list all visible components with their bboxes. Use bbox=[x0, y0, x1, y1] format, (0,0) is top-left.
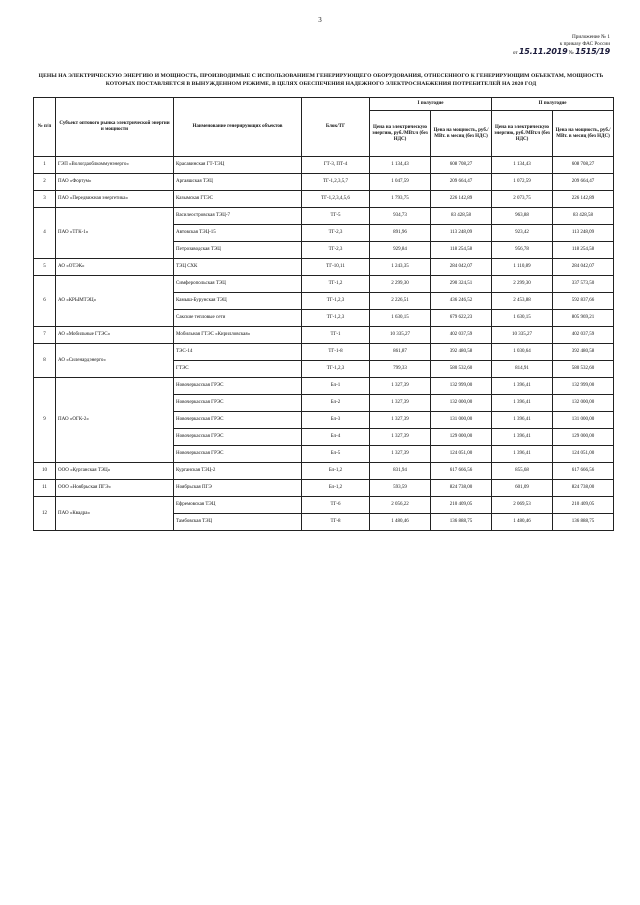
row-number: 9 bbox=[34, 378, 56, 463]
generating-object: ТЭЦ СХК bbox=[174, 259, 302, 276]
energy-price-h2: 956,78 bbox=[492, 242, 553, 259]
unit-tg: ТГ-1,2,3 bbox=[302, 361, 370, 378]
unit-tg: ТГ-1,2,3 bbox=[302, 310, 370, 327]
row-number: 10 bbox=[34, 463, 56, 480]
unit-tg: Бл-1 bbox=[302, 378, 370, 395]
unit-tg: ТГ-2,3 bbox=[302, 225, 370, 242]
energy-price-h2: 1 480,46 bbox=[492, 514, 553, 531]
power-price-h2: 209 664,47 bbox=[553, 174, 614, 191]
unit-tg: ТГ-1,2 bbox=[302, 276, 370, 293]
power-price-h2: 824 738,00 bbox=[553, 480, 614, 497]
row-number: 6 bbox=[34, 276, 56, 327]
energy-price-h1: 1 327,39 bbox=[370, 412, 431, 429]
unit-tg: ТГ-6 bbox=[302, 497, 370, 514]
energy-price-h1: 1 480,46 bbox=[370, 514, 431, 531]
energy-price-h1: 1 630,15 bbox=[370, 310, 431, 327]
energy-price-h1: 2 299,30 bbox=[370, 276, 431, 293]
energy-price-h1: 1 134,43 bbox=[370, 157, 431, 174]
table-row bbox=[34, 174, 614, 191]
power-price-h1: 136 888,75 bbox=[431, 514, 492, 531]
row-number: 7 bbox=[34, 327, 56, 344]
unit-tg: Бл-5 bbox=[302, 446, 370, 463]
energy-price-h1: 929,84 bbox=[370, 242, 431, 259]
energy-price-h1: 1 327,39 bbox=[370, 429, 431, 446]
unit-tg: ТГ-1,2,3 bbox=[302, 293, 370, 310]
header-half-1: I полугодие bbox=[370, 98, 492, 111]
power-price-h1: 132 999,00 bbox=[431, 378, 492, 395]
energy-price-h1: 799,33 bbox=[370, 361, 431, 378]
generating-object: Новочеркасская ГРЭС bbox=[174, 429, 302, 446]
power-price-h2: 113 248,09 bbox=[553, 225, 614, 242]
energy-price-h1: 1 327,39 bbox=[370, 395, 431, 412]
energy-price-h2: 1 134,43 bbox=[492, 157, 553, 174]
energy-price-h1: 831,94 bbox=[370, 463, 431, 480]
appendix-order-line bbox=[490, 48, 610, 57]
power-price-h2: 129 000,00 bbox=[553, 429, 614, 446]
header-unit: Блок/ТГ bbox=[302, 98, 370, 157]
power-price-h1: 290 324,51 bbox=[431, 276, 492, 293]
power-price-h1: 209 664,47 bbox=[431, 174, 492, 191]
power-price-h2: 617 666,56 bbox=[553, 463, 614, 480]
table-row bbox=[34, 259, 614, 276]
energy-price-h2: 1 396,41 bbox=[492, 446, 553, 463]
generating-object: Новочеркасская ГРЭС bbox=[174, 412, 302, 429]
subject-name: ПАО «Фортум» bbox=[56, 174, 174, 191]
power-price-h2: 124 051,00 bbox=[553, 446, 614, 463]
power-price-h1: 608 708,27 bbox=[431, 157, 492, 174]
power-price-h2: 402 037,59 bbox=[553, 327, 614, 344]
unit-tg: ТГ-2,3 bbox=[302, 242, 370, 259]
energy-price-h1: 934,73 bbox=[370, 208, 431, 225]
energy-price-h2: 2 299,30 bbox=[492, 276, 553, 293]
table-row bbox=[34, 480, 614, 497]
energy-price-h2: 814,91 bbox=[492, 361, 553, 378]
energy-price-h1: 891,96 bbox=[370, 225, 431, 242]
energy-price-h2: 923,42 bbox=[492, 225, 553, 242]
table-row bbox=[34, 378, 614, 395]
power-price-h1: 210 409,05 bbox=[431, 497, 492, 514]
energy-price-h2: 1 396,41 bbox=[492, 378, 553, 395]
generating-object: Сакские тепловые сети bbox=[174, 310, 302, 327]
power-price-h2: 210 409,05 bbox=[553, 497, 614, 514]
energy-price-h1: 861,87 bbox=[370, 344, 431, 361]
row-number: 5 bbox=[34, 259, 56, 276]
unit-tg: ТГ-1,2,3,5,7 bbox=[302, 174, 370, 191]
power-price-h1: 124 051,00 bbox=[431, 446, 492, 463]
generating-object: Новочеркасская ГРЭС bbox=[174, 446, 302, 463]
row-number: 12 bbox=[34, 497, 56, 531]
unit-tg: ТГ-1 bbox=[302, 327, 370, 344]
generating-object: Аргаяшская ТЭЦ bbox=[174, 174, 302, 191]
unit-tg: ТГ-1,2,3,4,5,6 bbox=[302, 191, 370, 208]
subject-name: АО «Мобильные ГТЭС» bbox=[56, 327, 174, 344]
power-price-h1: 436 246,52 bbox=[431, 293, 492, 310]
energy-price-h2: 2 069,53 bbox=[492, 497, 553, 514]
generating-object: Ефремовская ТЭЦ bbox=[174, 497, 302, 514]
subject-name: ГЭП «Вологдаоблкоммунэнерго» bbox=[56, 157, 174, 174]
row-number: 4 bbox=[34, 208, 56, 259]
power-price-h1: 132 000,00 bbox=[431, 395, 492, 412]
subject-name: ПАО «ТГК-1» bbox=[56, 208, 174, 259]
table-row bbox=[34, 191, 614, 208]
power-price-h2: 337 573,50 bbox=[553, 276, 614, 293]
power-price-h2: 118 254,58 bbox=[553, 242, 614, 259]
appendix-title: Приложение № 1 bbox=[572, 34, 610, 40]
table-row bbox=[34, 276, 614, 293]
power-price-h1: 679 622,23 bbox=[431, 310, 492, 327]
generating-object: Красавинская ГТ-ТЭЦ bbox=[174, 157, 302, 174]
power-price-h1: 392 480,58 bbox=[431, 344, 492, 361]
page-number: 3 bbox=[318, 16, 322, 24]
unit-tg: Бл-1,2 bbox=[302, 463, 370, 480]
table-row bbox=[34, 344, 614, 361]
appendix-order-ref: к приказу ФАС России bbox=[559, 41, 610, 48]
energy-price-h1: 2 056,22 bbox=[370, 497, 431, 514]
generating-object: ГТЭС bbox=[174, 361, 302, 378]
energy-price-h1: 10 335,27 bbox=[370, 327, 431, 344]
energy-price-h2: 1 110,89 bbox=[492, 259, 553, 276]
generating-object: Новочеркасская ГРЭС bbox=[174, 395, 302, 412]
power-price-h2: 132 999,00 bbox=[553, 378, 614, 395]
unit-tg: Бл-4 bbox=[302, 429, 370, 446]
subject-name: АО «ОТЭК» bbox=[56, 259, 174, 276]
generating-object: Казымская ГТЭС bbox=[174, 191, 302, 208]
row-number: 2 bbox=[34, 174, 56, 191]
subject-name: ПАО «Передвижная энергетика» bbox=[56, 191, 174, 208]
energy-price-h2: 1 072,59 bbox=[492, 174, 553, 191]
generating-object: Симферопольская ТЭЦ bbox=[174, 276, 302, 293]
power-price-h1: 83 428,58 bbox=[431, 208, 492, 225]
power-price-h2: 284 042,07 bbox=[553, 259, 614, 276]
energy-price-h1: 1 327,39 bbox=[370, 446, 431, 463]
generating-object: Василеостровская ТЭЦ-7 bbox=[174, 208, 302, 225]
power-price-h2: 226 142,89 bbox=[553, 191, 614, 208]
generating-object: Мобильная ГТЭС «Кирилловская» bbox=[174, 327, 302, 344]
appendix-from: от bbox=[512, 50, 518, 57]
header-num: № п/п bbox=[34, 98, 56, 157]
energy-price-h2: 1 630,15 bbox=[492, 310, 553, 327]
table-row bbox=[34, 497, 614, 514]
power-price-h2: 83 428,58 bbox=[553, 208, 614, 225]
unit-tg: ТГ-10,11 bbox=[302, 259, 370, 276]
unit-tg: ТГ-8 bbox=[302, 514, 370, 531]
generating-object: Камыш-Бурунская ТЭЦ bbox=[174, 293, 302, 310]
energy-price-h1: 593,59 bbox=[370, 480, 431, 497]
header-power-price-h1: Цена на мощность, руб./МВт. в месяц (без НДС) bbox=[431, 111, 492, 157]
table-row bbox=[34, 463, 614, 480]
price-table-body bbox=[34, 157, 614, 531]
energy-price-h2: 1 396,41 bbox=[492, 412, 553, 429]
energy-price-h2: 1 396,41 bbox=[492, 395, 553, 412]
table-row bbox=[34, 327, 614, 344]
handwritten-date: 15.11.2019 bbox=[518, 47, 568, 57]
header-object: Наименование генерирующих объектов bbox=[174, 98, 302, 157]
power-price-h1: 113 248,09 bbox=[431, 225, 492, 242]
generating-object: Новочеркасская ГРЭС bbox=[174, 378, 302, 395]
unit-tg: Бл-2 bbox=[302, 395, 370, 412]
unit-tg: Бл-3 bbox=[302, 412, 370, 429]
energy-price-h2: 855,68 bbox=[492, 463, 553, 480]
row-number: 11 bbox=[34, 480, 56, 497]
handwritten-order-number: 1515/19 bbox=[575, 47, 610, 57]
generating-object: Тамбовская ТЭЦ bbox=[174, 514, 302, 531]
subject-name: ПАО «Квадра» bbox=[56, 497, 174, 531]
price-table bbox=[33, 97, 614, 531]
header-row-top bbox=[34, 98, 614, 111]
generating-object: Курганская ТЭЦ-2 bbox=[174, 463, 302, 480]
unit-tg: ГТ-3, ПТ-4 bbox=[302, 157, 370, 174]
energy-price-h2: 1 030,64 bbox=[492, 344, 553, 361]
power-price-h2: 136 888,75 bbox=[553, 514, 614, 531]
generating-object: Ноябрьская ПГЭ bbox=[174, 480, 302, 497]
energy-price-h1: 1 243,35 bbox=[370, 259, 431, 276]
subject-name: ООО «Ноябрьская ПГЭ» bbox=[56, 480, 174, 497]
appendix-no: № bbox=[568, 50, 574, 57]
energy-price-h1: 1 047,59 bbox=[370, 174, 431, 191]
subject-name: АО «Силенардэнерго» bbox=[56, 344, 174, 378]
energy-price-h1: 2 226,51 bbox=[370, 293, 431, 310]
power-price-h2: 131 000,00 bbox=[553, 412, 614, 429]
energy-price-h2: 2 453,88 bbox=[492, 293, 553, 310]
subject-name: АО «КРЫМТЭЦ» bbox=[56, 276, 174, 327]
power-price-h1: 118 254,58 bbox=[431, 242, 492, 259]
unit-tg: ТГ-5 bbox=[302, 208, 370, 225]
row-number: 1 bbox=[34, 157, 56, 174]
subject-name: ООО «Курганская ТЭЦ» bbox=[56, 463, 174, 480]
document-title: ЦЕНЫ НА ЭЛЕКТРИЧЕСКУЮ ЭНЕРГИЮ И МОЩНОСТЬ, ПРОИЗВОДИМЫЕ С ИСПОЛЬЗОВАНИЕМ ГЕНЕРИРУЮЩЕГО ОБОРУДОВАНИЯ, ОТНЕСЕННОГО К ГЕНЕРИРУЮЩИМ ОБЪЕКТАМ, МОЩНОСТЬ КОТОРЫХ ПОСТАВЛЯЕТСЯ В ВЫНУЖДЕННОМ РЕЖИМЕ, В ЦЕЛЯХ ОБЕСПЕЧЕНИЯ НАДЕЖНОГО ЭЛЕКТРОСНАБЖЕНИЯ ПОТРЕБИТЕЛЕЙ НА 2020 ГОД bbox=[38, 73, 604, 87]
power-price-h1: 580 532,60 bbox=[431, 361, 492, 378]
power-price-h1: 131 000,00 bbox=[431, 412, 492, 429]
header-energy-price-h2: Цена на электрическую энергию, руб./МВт.ч (без НДС) bbox=[492, 111, 553, 157]
power-price-h1: 617 666,56 bbox=[431, 463, 492, 480]
appendix-block bbox=[490, 34, 610, 58]
power-price-h2: 132 000,00 bbox=[553, 395, 614, 412]
energy-price-h2: 963,88 bbox=[492, 208, 553, 225]
subject-name: ПАО «ОГК-2» bbox=[56, 378, 174, 463]
energy-price-h2: 601,09 bbox=[492, 480, 553, 497]
power-price-h2: 580 532,60 bbox=[553, 361, 614, 378]
row-number: 8 bbox=[34, 344, 56, 378]
table-row bbox=[34, 157, 614, 174]
header-subject: Субъект оптового рынка электрической энергии и мощности bbox=[56, 98, 174, 157]
power-price-h2: 805 969,21 bbox=[553, 310, 614, 327]
header-energy-price-h1: Цена на электрическую энергию, руб./МВт.ч (без НДС) bbox=[370, 111, 431, 157]
generating-object: ТЭС-14 bbox=[174, 344, 302, 361]
row-number: 3 bbox=[34, 191, 56, 208]
header-power-price-h2: Цена на мощность, руб./МВт. в месяц (без НДС) bbox=[553, 111, 614, 157]
energy-price-h2: 1 396,41 bbox=[492, 429, 553, 446]
unit-tg: ТГ-1-8 bbox=[302, 344, 370, 361]
generating-object: Петрозаводская ТЭЦ bbox=[174, 242, 302, 259]
header-half-2: II полугодие bbox=[492, 98, 614, 111]
table-row bbox=[34, 208, 614, 225]
unit-tg: Бл-1,2 bbox=[302, 480, 370, 497]
generating-object: Автовская ТЭЦ-15 bbox=[174, 225, 302, 242]
power-price-h1: 284 042,07 bbox=[431, 259, 492, 276]
power-price-h1: 824 738,00 bbox=[431, 480, 492, 497]
power-price-h2: 592 837,66 bbox=[553, 293, 614, 310]
energy-price-h2: 2 073,75 bbox=[492, 191, 553, 208]
power-price-h1: 129 000,00 bbox=[431, 429, 492, 446]
energy-price-h2: 10 335,27 bbox=[492, 327, 553, 344]
energy-price-h1: 1 793,75 bbox=[370, 191, 431, 208]
power-price-h1: 226 142,89 bbox=[431, 191, 492, 208]
power-price-h2: 392 480,58 bbox=[553, 344, 614, 361]
energy-price-h1: 1 327,39 bbox=[370, 378, 431, 395]
power-price-h2: 608 708,27 bbox=[553, 157, 614, 174]
power-price-h1: 402 037,59 bbox=[431, 327, 492, 344]
